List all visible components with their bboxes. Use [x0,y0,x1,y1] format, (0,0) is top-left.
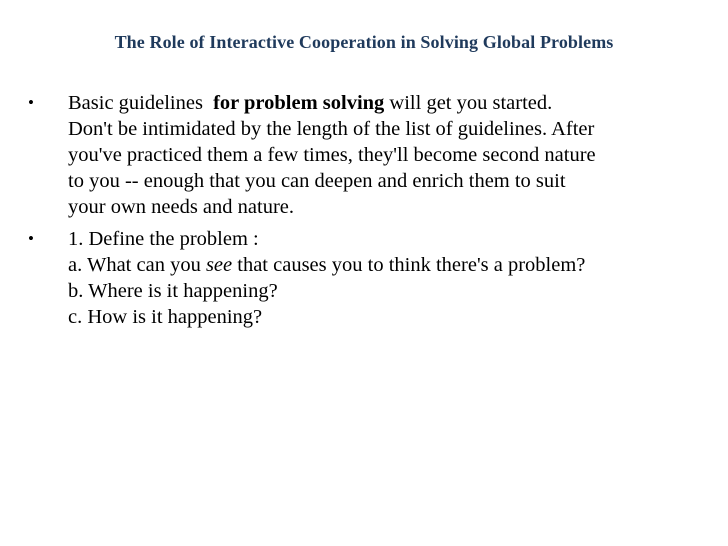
bullet2-line2 [68,252,718,278]
bullet-dot-icon: • [28,229,34,248]
bullet1-line5: your own needs and nature. [68,196,295,218]
bullet2-question-post: that causes you to think there's a problem? [232,254,586,276]
bullet-dot-icon: • [28,93,34,112]
slide-title: The Role of Interactive Cooperation in Solving Global Problems [114,32,614,52]
bullet2-line3: b. Where is it happening? [68,280,278,302]
bullet1-line4: to you -- enough that you can deepen and enrich them to suit [68,170,566,192]
bullet1-line1 [68,90,718,116]
bullet2-line1: 1. Define the problem : [68,228,259,250]
bullet2-line4: c. How is it happening? [68,306,263,328]
bullet2-italic-see: see [205,254,233,276]
bullet1-line2: Don't be intimidated by the length of the list of guidelines. After [68,118,595,140]
bullet1-line3: you've practiced them a few times, they'll become second nature [68,144,596,166]
bullet2-question-pre: a. What can you [68,254,206,276]
bullet1-bold-text: for problem solving [213,92,385,114]
bullet-item-define-problem [28,226,718,330]
bullet1-intro-text: Basic guidelines [68,92,203,114]
bullet-item-guidelines [28,90,718,220]
bullet-list [28,90,718,336]
bullet1-outro-text: will get you started. [384,92,553,114]
